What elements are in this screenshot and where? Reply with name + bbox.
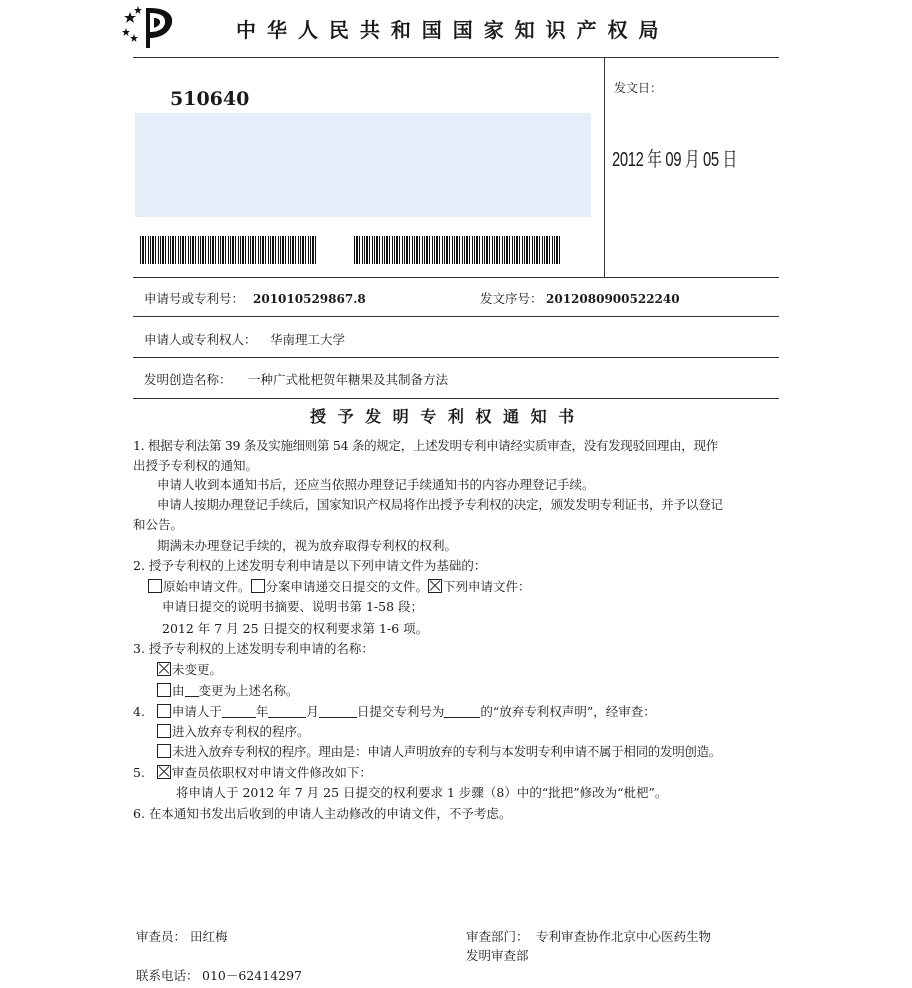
option-original-docs: 原始申请文件。 [163,579,251,594]
redacted-address-block [135,113,591,217]
app-no-label: 申请号或专利号： [144,291,245,306]
logo-emblem-icon [120,4,180,50]
para-4-text-end: 的“放弃专利权声明”，经审查： [480,704,656,719]
dept-line-2: 发明审查部 [466,948,529,963]
para-3-option-1 [157,662,222,678]
office-name: 中 华 人 民 共 和 国 国 家 知 识 产 权 局 [236,18,661,42]
app-no: 201010529867.8 [253,292,366,306]
checkbox-examiner-amend-checked [157,765,171,779]
para-1-sentence-4: 期满未办理登记手续的，视为放弃取得专利权的权利。 [157,538,458,553]
option-enter-waiver: 进入放弃专利权的程序。 [172,724,310,739]
phone-number: 010－62414297 [202,968,302,983]
checkbox-original-docs [148,579,162,593]
option-name-unchanged: 未变更。 [172,662,223,677]
para-1-line-1: 1. 根据专利法第 39 条及实施细则第 54 条的规定，上述发明专利申请经实质审查，没有发现驳回理由，现作 [133,438,718,453]
day-blank [319,705,357,718]
para-2: 2. 授予专利权的上述发明专利申请是以下列申请文件为基础的： [133,558,487,573]
header-rule [133,57,779,58]
month-blank [268,705,306,718]
address-bottom-rule [133,277,779,278]
checkbox-divisional-docs [251,579,265,593]
para-2-doc-line-b: 2012 年 7 月 25 日提交的权利要求第 1-6 项。 [162,621,429,636]
notice-title: 授 予 发 明 专 利 权 通 知 书 [310,407,578,426]
examiner-name: 田红梅 [190,929,228,944]
para-5-amendment: 将申请人于 2012 年 7 月 25 日提交的权利要求 1 步骤（8）中的“批把”修改为“枇杷”。 [176,785,668,800]
applicant-rule [133,357,779,358]
para-4-option-2 [157,744,721,760]
issue-date-label: 发文日： [614,81,663,95]
year-blank [222,705,256,718]
doc-no-label: 发文序号： [480,291,543,306]
para-4 [133,704,656,720]
option-listed-docs: 下列申请文件： [443,579,531,594]
para-4-number: 4. [133,704,145,719]
para-3-option-2 [157,683,299,699]
barcode-left [140,236,316,264]
option-name-changed-b: 变更为上述名称。 [198,683,299,698]
para-5 [133,765,372,781]
applicant-label: 申请人或专利权人： [144,332,257,347]
para-1-line-2: 出授予专利权的通知。 [133,458,259,473]
para-5-number: 5. [133,765,145,780]
checkbox-enter-waiver [157,724,171,738]
para-1-sentence-3-line-2: 和公告。 [133,517,184,532]
phone-label: 联系电话： [136,968,199,983]
para-1-sentence-3-line-1: 申请人按期办理登记手续后，国家知识产权局将作出授予专利权的决定，颁发发明专利证书，并予以登记 [157,497,723,512]
barcode-right [354,236,562,264]
examiner-label: 审查员： [136,929,187,944]
checkbox-name-changed [157,683,171,697]
applicant: 华南理工大学 [270,332,346,347]
checkbox-listed-docs-checked [428,579,442,593]
para-4-day: 日提交专利号为 [356,704,445,719]
date-box-divider [604,57,605,277]
para-2-doc-line-a: 申请日提交的说明书摘要、说明书第 1-58 段； [162,599,424,614]
invention-title: 一种广式枇杷贺年糖果及其制备方法 [248,372,449,387]
para-1-sentence-2: 申请人收到本通知书后，还应当依照办理登记手续通知书的内容办理登记手续。 [157,477,595,492]
issue-date: 2012 年 09 月 05 日 [612,149,737,171]
para-4-text-a: 申请人于 [171,704,222,719]
dept-line-1: 专利审查协作北京中心医药生物 [536,929,712,944]
para-4-month: 月 [306,704,319,719]
para-4-year: 年 [255,704,269,719]
postcode: 510640 [170,88,250,110]
app-no-rule [133,316,779,317]
sipo-logo [120,4,180,50]
dept-label: 审查部门： [466,929,529,944]
para-2-options [148,579,531,595]
option-name-changed-a: 由 [172,683,185,698]
para-4-option-1 [157,724,310,740]
option-not-enter-waiver: 未进入放弃专利权的程序。理由是：申请人声明放弃的专利与本发明专利申请不属于相同的发明创造。 [172,744,722,759]
doc-no: 2012080900522240 [546,292,680,306]
para-6: 6. 在本通知书发出后收到的申请人主动修改的申请文件，不予考虑。 [133,806,512,821]
checkbox-name-unchanged-checked [157,662,171,676]
invention-rule [133,398,779,399]
para-3: 3. 授予专利权的上述发明专利申请的名称： [133,641,374,656]
name-blank [185,684,199,697]
invention-label: 发明创造名称： [144,372,232,387]
checkbox-waiver [157,704,171,718]
checkbox-not-enter-waiver [157,744,171,758]
patent-no-blank [444,705,480,718]
para-5-text: 审查员依职权对申请文件修改如下： [171,765,372,780]
option-divisional-docs: 分案申请递交日提交的文件。 [265,579,429,594]
